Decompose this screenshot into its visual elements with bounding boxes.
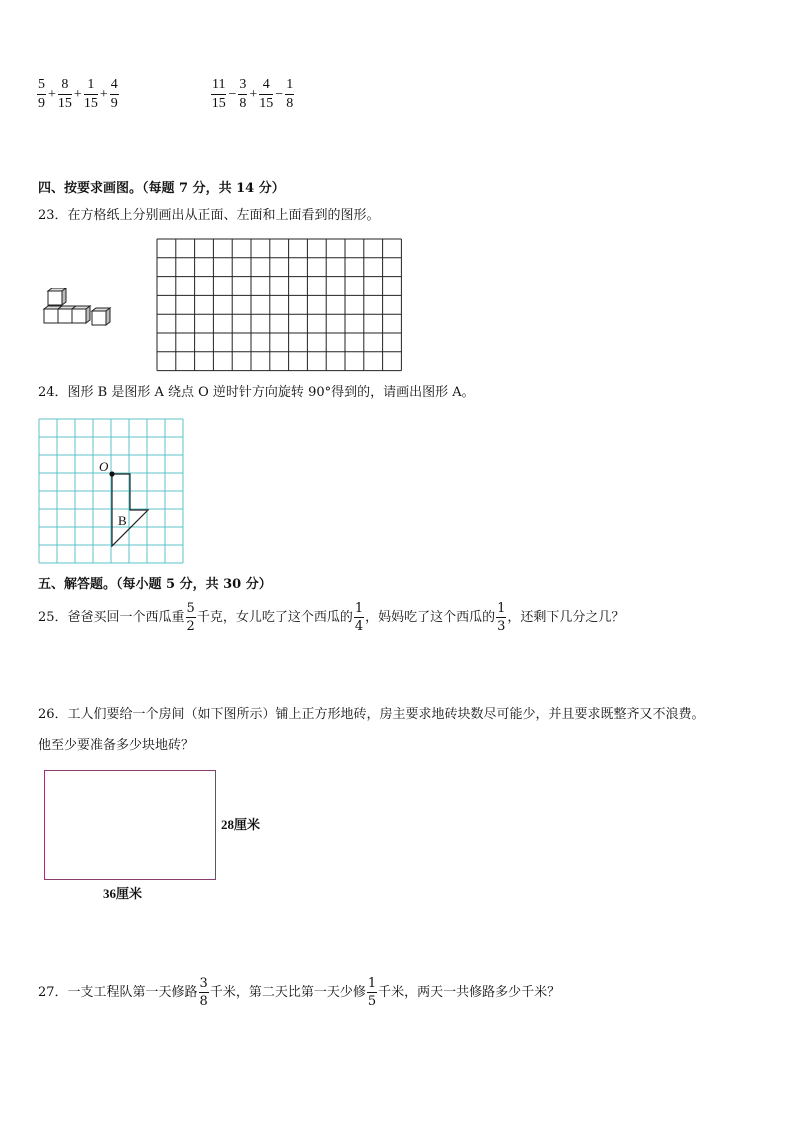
fraction: $\frac{3}{8}$ <box>199 976 208 1009</box>
fraction: $\frac{1}{15}$ <box>83 77 98 111</box>
question-26-line1: 26．工人们要给一个房间（如下图所示）铺上正方形地砖，房主要求地砖块数尽可能少，并且要求既整齐又不浪费。 <box>38 707 705 722</box>
fraction: $\frac{1}{3}$ <box>497 601 506 634</box>
fraction: $\frac{1}{5}$ <box>367 976 377 1009</box>
fraction: $\frac{3}{8}$ <box>239 77 247 111</box>
room-width-label: 36厘米 <box>103 886 143 901</box>
fraction: $\frac{5}{2}$ <box>186 601 195 634</box>
shape-b <box>112 474 148 546</box>
point-o <box>109 471 114 476</box>
fraction: $\frac{5}{9}$ <box>38 77 45 111</box>
section-five-title: 五、解答题。（每小题 5 分，共 30 分） <box>38 577 272 592</box>
room-height-label: 28厘米 <box>221 817 261 832</box>
expression-mixed: $\frac{11}{15}$ − $\frac{3}{8}$ + $\frac{4}{15}$ − $\frac{1}{8}$ <box>211 77 294 111</box>
fraction: $\frac{11}{15}$ <box>211 77 226 111</box>
expression-sum: $\frac{5}{9}$ + $\frac{8}{15}$ + $\frac{1}{15}$ + $\frac{4}{9}$ <box>38 77 118 111</box>
question-27-text: 27．一支工程队第一天修路 $\frac{3}{8}$ 千米，第二天比第一天少修 $\frac{1}{5}$ 千米，两天一共修路多少千米？ <box>38 976 561 1009</box>
fraction: $\frac{4}{15}$ <box>259 77 274 111</box>
drawing-grid[interactable] <box>156 238 404 372</box>
point-o-label: O <box>99 459 109 474</box>
question-23-text: 23．在方格纸上分别画出从正面、左面和上面看到的图形。 <box>38 208 380 223</box>
shape-b-label: B <box>118 513 127 528</box>
fraction: $\frac{8}{15}$ <box>57 77 72 111</box>
question-26-line2: 他至少要准备多少块地砖？ <box>38 738 195 753</box>
cube-stack-figure <box>40 288 120 330</box>
question-25-text: 25．爸爸买回一个西瓜重 $\frac{5}{2}$ 千克，女儿吃了这个西瓜的 $\frac{1}{4}$ ，妈妈吃了这个西瓜的 $\frac{1}{3}$ ，还剩下几分之几？ <box>38 601 625 634</box>
room-rectangle <box>44 770 216 880</box>
fraction: $\frac{1}{4}$ <box>354 601 364 634</box>
fraction: $\frac{4}{9}$ <box>110 77 118 111</box>
rotation-grid[interactable] <box>38 418 188 568</box>
section-four-title: 四、按要求画图。（每题 7 分，共 14 分） <box>38 181 285 196</box>
question-24-text: 24．图形 B 是图形 A 绕点 O 逆时针方向旋转 90°得到的，请画出图形 A。 <box>38 385 475 400</box>
fraction: $\frac{1}{8}$ <box>286 77 294 111</box>
